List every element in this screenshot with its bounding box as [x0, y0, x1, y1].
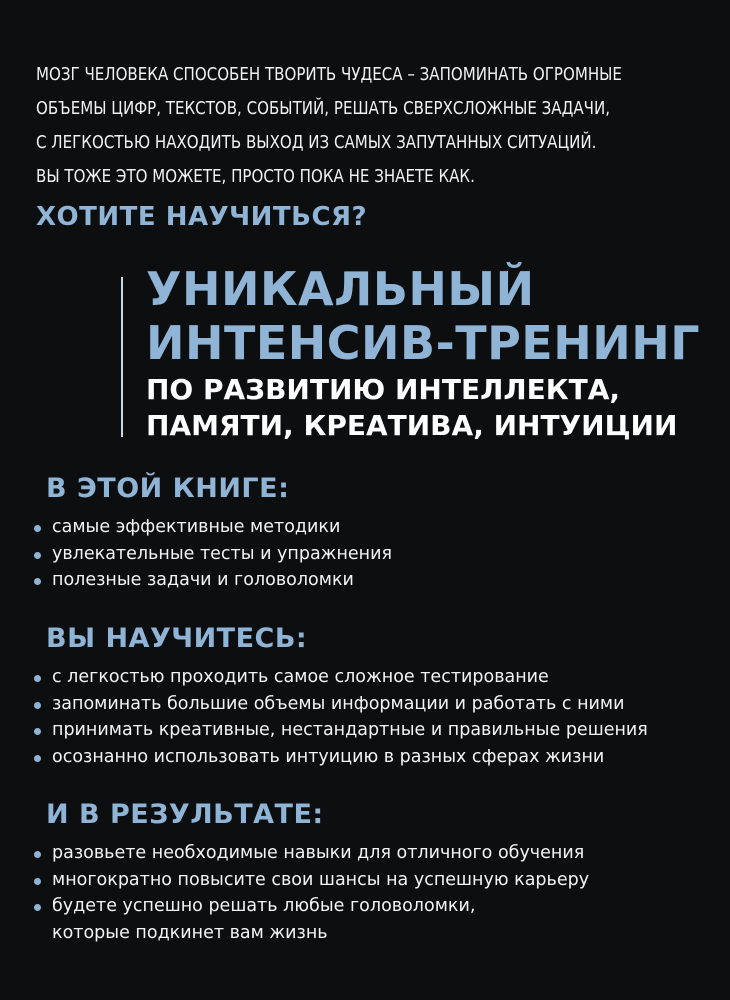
section-heading: ВЫ НАУЧИТЕСЬ:: [46, 623, 308, 654]
section-as-a-result: [30, 798, 720, 946]
bullet-dot-icon: [34, 578, 41, 585]
hero-title: [146, 262, 700, 370]
list-item-text: будете успешно решать любые головоломки,: [52, 896, 476, 916]
bullet-dot-icon: [34, 675, 41, 682]
list-item: [30, 867, 720, 894]
intro-line: ОБЪЕМЫ ЦИФР, ТЕКСТОВ, СОБЫТИЙ, РЕШАТЬ СВЕРХСЛОЖНЫЕ ЗАДАЧИ,: [36, 99, 610, 119]
list-item-text: принимать креативные, нестандартные и правильные решения: [52, 720, 648, 740]
list-item-text: увлекательные тесты и упражнения: [52, 543, 393, 564]
list-item: [30, 744, 720, 771]
list-item-text: запоминать большие объемы информации и работать с ними: [52, 693, 625, 714]
intro-line: С ЛЕГКОСТЬЮ НАХОДИТЬ ВЫХОД ИЗ САМЫХ ЗАПУТАННЫХ СИТУАЦИЙ.: [36, 133, 597, 153]
list-item-text: многократно повысите свои шансы на успешную карьеру: [52, 869, 590, 890]
question-heading: ХОТИТЕ НАУЧИТЬСЯ?: [36, 202, 368, 232]
hero-title-line: УНИКАЛЬНЫЙ: [146, 262, 535, 316]
hero-subtitle: [146, 372, 677, 444]
bullet-dot-icon: [34, 851, 41, 858]
hero-subtitle-line: ПО РАЗВИТИЮ ИНТЕЛЛЕКТА,: [146, 373, 621, 406]
hero-subtitle-line: ПАМЯТИ, КРЕАТИВА, ИНТУИЦИИ: [146, 409, 678, 442]
hero-title-line: ИНТЕНСИВ-ТРЕНИНГ: [146, 316, 701, 370]
bullet-list: [30, 514, 720, 594]
list-item-continuation: которые подкинет вам жизнь: [52, 922, 328, 943]
bullet-dot-icon: [34, 755, 41, 762]
list-item: [30, 541, 720, 568]
bullet-dot-icon: [34, 728, 41, 735]
list-item: [30, 893, 720, 946]
intro-paragraph: [36, 58, 622, 194]
list-item: [30, 840, 720, 867]
list-item: [30, 514, 720, 541]
list-item: [30, 664, 720, 691]
bullet-dot-icon: [34, 702, 41, 709]
hero-vertical-bar: [121, 277, 123, 437]
bullet-dot-icon: [34, 878, 41, 885]
list-item-text: осознанно использовать интуицию в разных сферах жизни: [52, 746, 605, 767]
intro-line: ВЫ ТОЖЕ ЭТО МОЖЕТЕ, ПРОСТО ПОКА НЕ ЗНАЕТЕ КАК.: [36, 167, 475, 187]
section-in-this-book: [30, 472, 720, 594]
list-item-text: полезные задачи и головоломки: [52, 570, 354, 590]
list-item-text: разовьете необходимые навыки для отличного обучения: [52, 843, 585, 863]
bullet-dot-icon: [34, 552, 41, 559]
bullet-dot-icon: [34, 904, 41, 911]
list-item: [30, 717, 720, 744]
list-item-text: с легкостью проходить самое сложное тестирование: [52, 667, 549, 687]
intro-line: МОЗГ ЧЕЛОВЕКА СПОСОБЕН ТВОРИТЬ ЧУДЕСА – ЗАПОМИНАТЬ ОГРОМНЫЕ: [36, 65, 622, 85]
list-item-text: самые эффективные методики: [52, 517, 341, 537]
section-heading: В ЭТОЙ КНИГЕ:: [46, 473, 290, 504]
section-heading: И В РЕЗУЛЬТАТЕ:: [46, 799, 324, 830]
bullet-list: [30, 664, 720, 770]
section-you-will-learn: [30, 622, 720, 770]
bullet-dot-icon: [34, 525, 41, 532]
list-item: [30, 691, 720, 718]
bullet-list: [30, 840, 720, 946]
list-item: [30, 567, 720, 594]
